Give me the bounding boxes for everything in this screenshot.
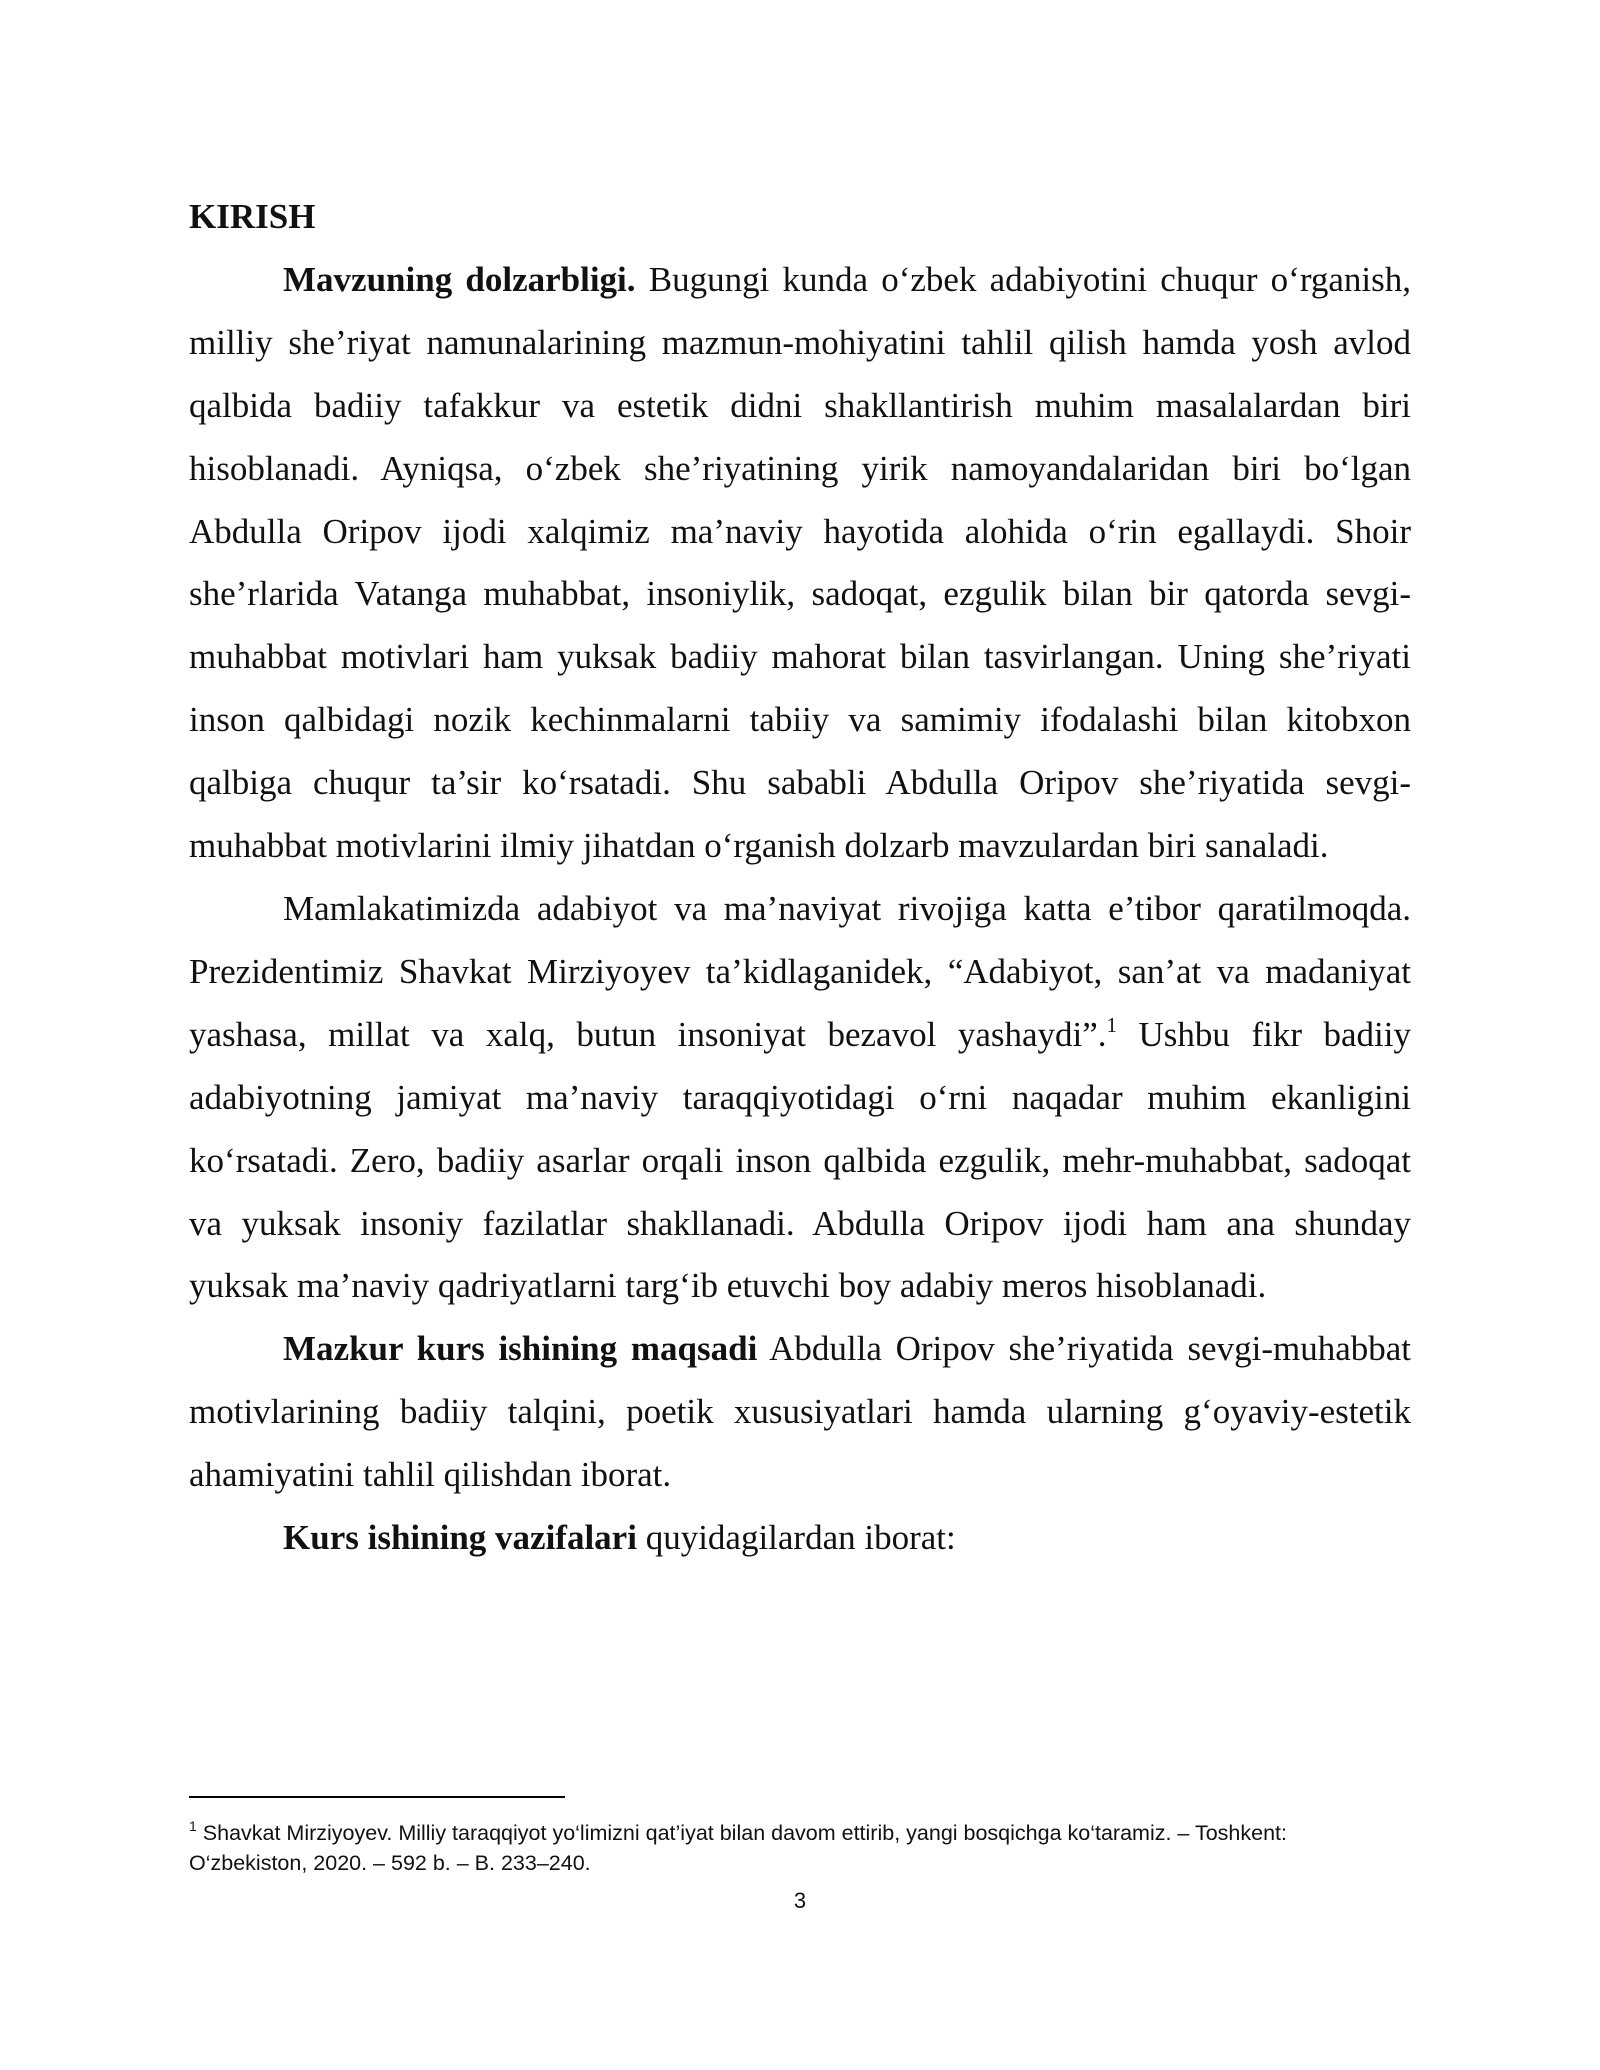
- paragraph-goal: [189, 1318, 1411, 1507]
- paragraph-lead: Mavzuning dolzarbligi.: [283, 259, 636, 299]
- paragraph-text: Ushbu fikr badiiy adabiyotning jamiyat ma’naviy taraqqiyotidagi o‘rni naqadar muhim ekanligini ko‘rsatadi. Zero, badiiy asarlar orqali inson qalbida ezgulik, mehr-muhabbat, sadoqat va yuksak insoniy fazilatlar shakllanadi. Abdulla Oripov ijodi ham ana shunday yuksak ma’naviy qadriyatlarni targ‘ib etuvchi boy adabiy meros hisoblanadi.: [189, 1014, 1411, 1306]
- paragraph-text: Abdulla Oripov she’riyatida sevgi-muhabbat motivlarining badiiy talqini, poetik xususiyatlari hamda ularning g‘oyaviy-estetik ahamiyatini tahlil qilishdan iborat.: [189, 1329, 1411, 1495]
- footnote-text: Shavkat Mirziyoyev. Milliy taraqqiyot yo‘limizni qat’iyat bilan davom ettirib, yangi bosqichga ko‘taramiz. – Toshkent: O‘zbekiston, 2020. – 592 b. – B. 233–240.: [189, 1821, 1287, 1875]
- paragraph-text: Bugungi kunda o‘zbek adabiyotini chuqur o‘rganish, milliy she’riyat namunalarining mazmun-mohiyatini tahlil qilish hamda yosh avlod qalbida badiiy tafakkur va estetik didni shakllantirish muhim masalalardan biri hisoblanadi. Ayniqsa, o‘zbek she’riyatining yirik namoyandalaridan biri bo‘lgan Abdulla Oripov ijodi xalqimiz ma’naviy hayotida alohida o‘rin egallaydi. Shoir she’rlarida Vatanga muhabbat, insoniylik, sadoqat, ezgulik bilan bir qatorda sevgi-muhabbat motivlari ham yuksak badiiy mahorat bilan tasvirlangan. Uning she’riyati inson qalbidagi nozik kechinmalarni tabiiy va samimiy ifodalashi bilan kitobxon qalbiga chuqur ta’sir ko‘rsatadi. Shu sababli Abdulla Oripov she’riyatida sevgi-muhabbat motivlarini ilmiy jihatdan o‘rganish dolzarb mavzulardan biri sanaladi.: [189, 259, 1411, 866]
- paragraph-text: quyidagilardan iborat:: [636, 1518, 956, 1558]
- paragraph-relevance: [189, 249, 1411, 878]
- page-number: 3: [793, 1888, 807, 1913]
- section-heading: KIRISH: [189, 197, 316, 236]
- footnote-separator: [189, 1796, 565, 1798]
- paragraph-text: Mamlakatimizda adabiyot va ma’naviyat rivojiga katta e’tibor qaratilmoqda. Prezidentimiz Shavkat Mirziyoyev ta’kidlaganidek, “Adabiyot, san’at va madaniyat yashasa, millat va xalq, butun insoniyat bezavol yashaydi”.: [189, 888, 1411, 1054]
- paragraph-lead: Kurs ishining vazifalari: [283, 1518, 637, 1558]
- paragraph-lead: Mazkur kurs ishining maqsadi: [283, 1329, 758, 1369]
- paragraph-tasks: [189, 1507, 1411, 1570]
- paragraph-quote: [189, 878, 1411, 1318]
- footnote-marker: 1: [189, 1818, 197, 1834]
- footnote-reference[interactable]: 1: [1106, 1012, 1118, 1037]
- document-body: [189, 186, 1411, 1570]
- footnote: [189, 1818, 1411, 1878]
